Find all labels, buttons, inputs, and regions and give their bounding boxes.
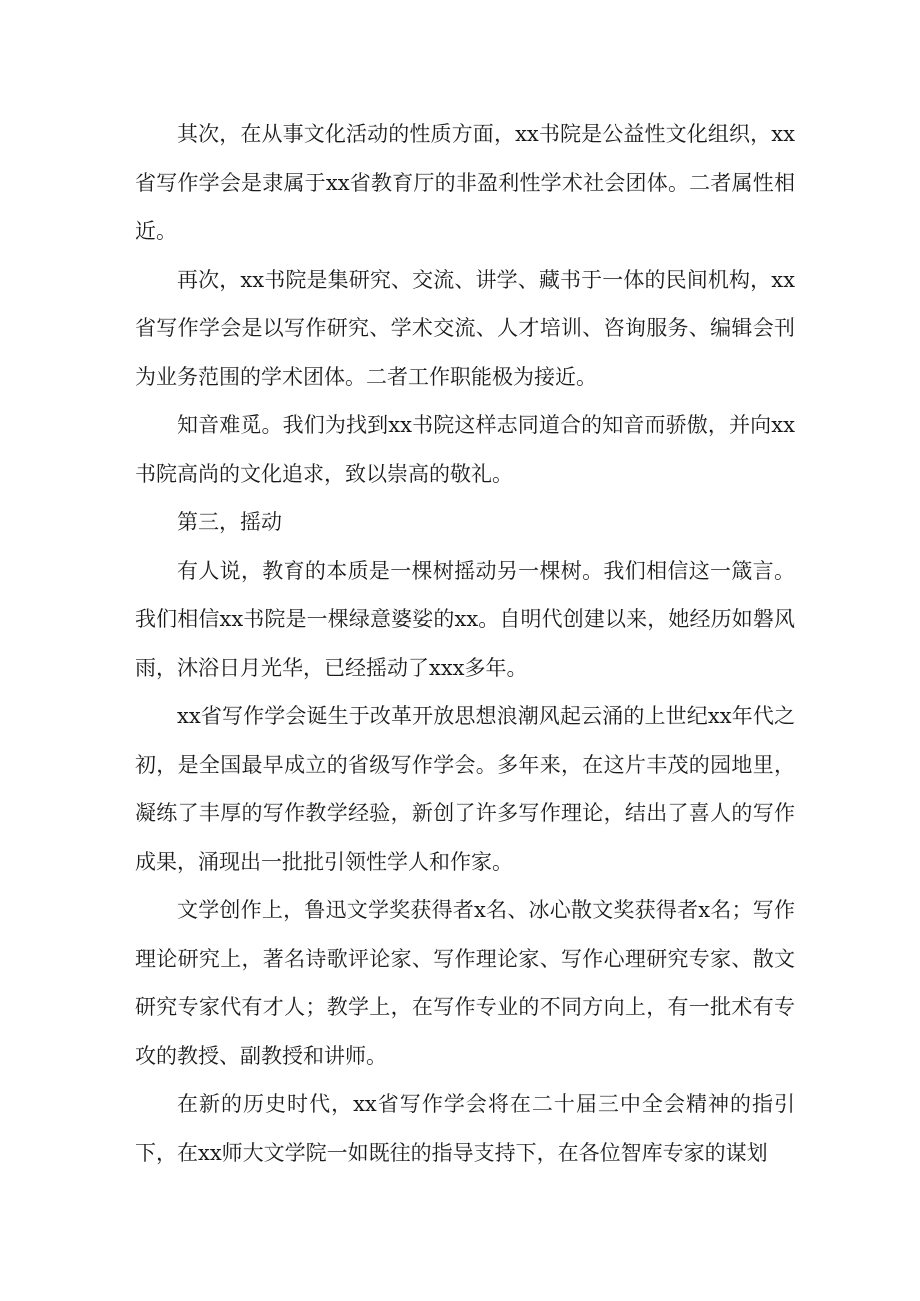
section-heading-third: 第三，摇动 bbox=[177, 510, 282, 534]
paragraph-new-era: 在新的历史时代，xx省写作学会将在二十届三中全会精神的指引下，在xx师大文学院一如既往的指导支持下，在各位智库专家的谋划 bbox=[135, 1092, 795, 1165]
paragraph-nature: 其次，在从事文化活动的性质方面，xx书院是公益性文化组织，xx省写作学会是隶属于xx省教育厅的非盈利性学术社会团体。二者属性相近。 bbox=[135, 122, 795, 243]
paragraph-kindred-spirit: 知音难觅。我们为找到xx书院这样志同道合的知音而骄傲，并向xx书院高尚的文化追求，致以崇高的敬礼。 bbox=[135, 413, 795, 486]
paragraph-function: 再次，xx书院是集研究、交流、讲学、藏书于一体的民间机构，xx省写作学会是以写作研究、学术交流、人才培训、咨询服务、编辑会刊为业务范围的学术团体。二者工作职能极为接近。 bbox=[135, 267, 795, 389]
paragraph-society-history: xx省写作学会诞生于改革开放思想浪潮风起云涌的上世纪xx年代之初，是全国最早成立的省级写作学会。多年来，在这片丰茂的园地里，凝练了丰厚的写作教学经验，新创了许多写作理论，结出了喜人的写作成果，涌现出一批批引领性学人和作家。 bbox=[135, 704, 795, 874]
document-body bbox=[135, 110, 795, 1177]
paragraph-education-tree: 有人说，教育的本质是一棵树摇动另一棵树。我们相信这一箴言。我们相信xx书院是一棵绿意婆娑的xx。自明代创建以来，她经历如磐风雨，沐浴日月光华，已经摇动了xxx多年。 bbox=[135, 558, 795, 680]
paragraph-achievements: 文学创作上，鲁迅文学奖获得者x名、冰心散文奖获得者x名；写作理论研究上，著名诗歌评论家、写作理论家、写作心理研究专家、散文研究专家代有才人；教学上，在写作专业的不同方向上，有一批术有专攻的教授、副教授和讲师。 bbox=[135, 898, 795, 1068]
